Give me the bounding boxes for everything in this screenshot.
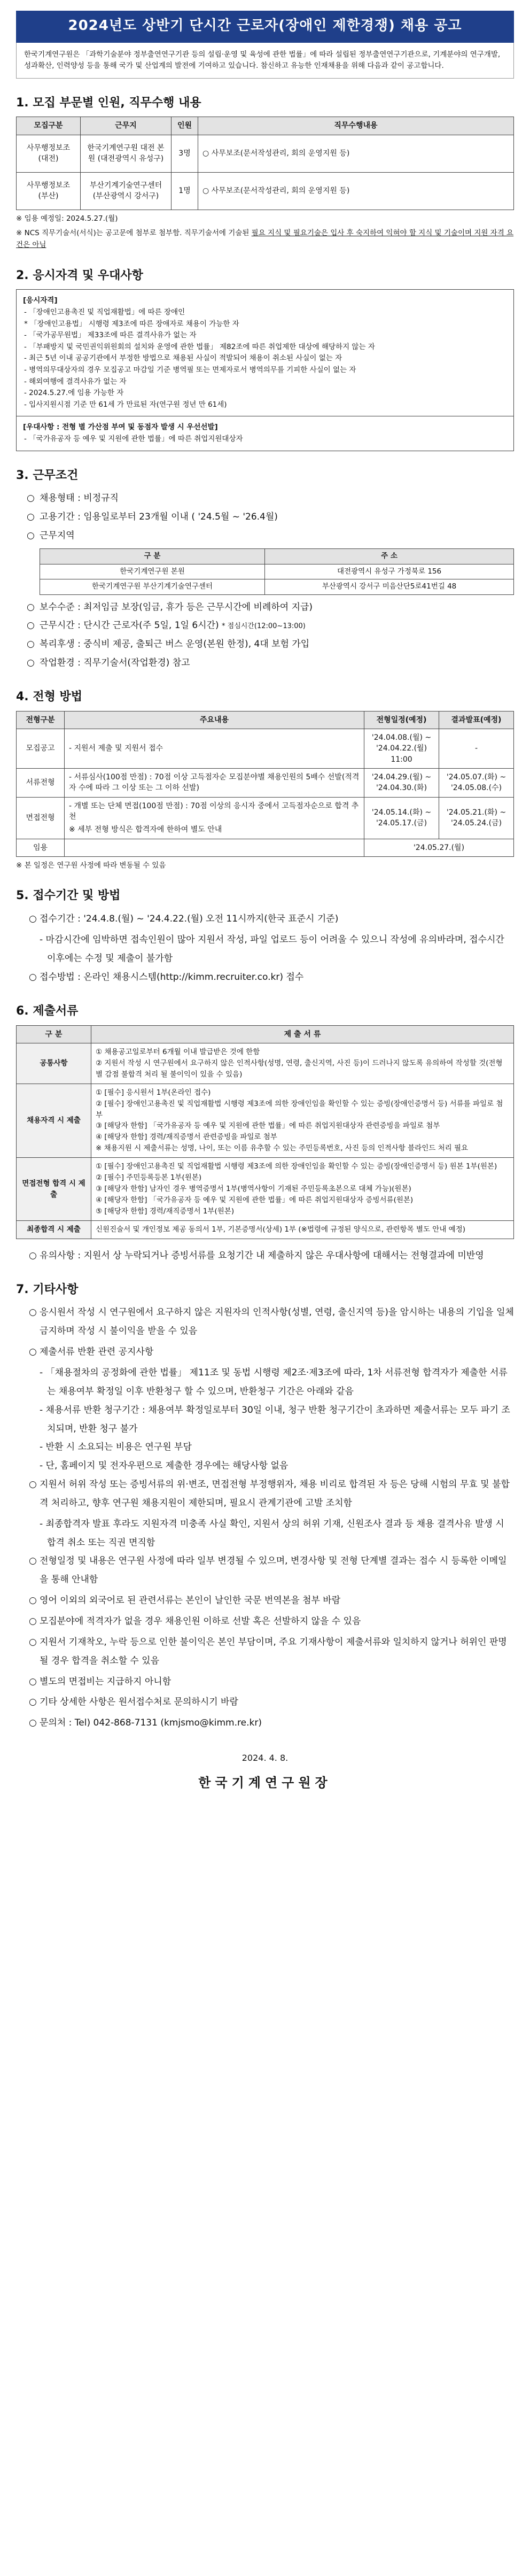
cell-result: '24.05.21.(화) ~ '24.05.24.(금) [439,797,514,839]
ncs-note [16,228,514,251]
qualification-item: - 입사지원시점 기준 만 61세 가 만료된 자(연구원 정년 만 61세) [24,400,227,409]
cell-count: 3명 [172,135,198,172]
document-list [91,1084,514,1158]
document-list [91,1158,514,1221]
documents-table [16,1025,514,1239]
other-item: ○ 모집분야에 적격자가 없을 경우 채용인원 이하로 선발 혹은 선발하지 않을 수 있음 [29,1615,361,1627]
cell: 부산광역시 강서구 미음산단5로41번길 48 [265,579,514,595]
col-header: 인원 [172,117,198,135]
section-1-title: 1. 모집 부문별 인원, 직무수행 내용 [16,96,201,110]
cell-count: 1명 [172,172,198,210]
table-row [17,1043,514,1084]
other-subitem: - 최종합격자 발표 후라도 지원자격 미충족 사실 확인, 지원서 상의 허위 기재, 신원조사 결과 등 채용 결격사유 발생 시 합격 취소 또는 직권 면직함 [40,1518,504,1548]
other-subitem: - 단, 홈페이지 및 전자우편으로 제출한 경우에는 해당사항 없음 [40,1460,289,1472]
qualification-item: - 병역의무대상자의 경우 모집공고 마감일 기준 병역필 또는 면제자로서 병역의무를 기피한 사실이 없는 자 [24,365,356,374]
col-header: 주요내용 [65,711,364,729]
cell-duty: ○ 사무보조(문서작성관리, 회의 운영지원 등) [198,135,514,172]
cell-category: 사무행정보조 (대전) [17,135,81,172]
other-item: ○ 제출서류 반환 관련 공지사항 [29,1347,154,1358]
cell-date: '24.05.27.(월) [364,839,514,856]
qualification-item: - 「국가공무원법」 제33조에 따른 결격사유가 없는 자 [24,331,197,340]
other-subitem: - 채용서류 반환 청구기간 : 채용여부 확정일로부터 30일 이내, 청구 반환 청구기간이 초과하면 제출서류는 모두 파기 조치되며, 반환 청구 불가 [40,1404,510,1434]
document-item: ② [필수] 주민등록등본 1부(원본) [96,1173,202,1182]
document-list [91,1220,514,1239]
document-item: ④ [해당자 한함] 「국가유공자 등 예우 및 지원에 관한 법률」에 따른 취업지원대상자 증빙서류(원본) [96,1195,414,1204]
recruitment-table [16,117,514,210]
col-header: 구 분 [40,548,265,564]
cell-stage: 임용 [17,839,65,856]
cell-date: '24.04.08.(월) ~ '24.04.22.(월) 11:00 [364,729,439,769]
work-location-table [40,548,514,595]
qualification-list [23,307,507,411]
qualification-item: - 해외여행에 결격사유가 없는 자 [24,377,127,386]
cell-stage: 서류전형 [17,769,65,798]
condition-label: 고용기간 [40,512,75,523]
condition-label: 근무지역 [40,530,75,541]
condition-value: 비정규직 [83,493,119,504]
condition-value: 단시간 근로자(주 5일, 1일 6시간) [83,620,219,631]
schedule-note: ※ 본 일정은 연구원 사정에 따라 변동될 수 있음 [16,861,166,870]
document-item: ① [필수] 응시원서 1부(온라인 접수) [96,1088,211,1097]
other-item: ○ 별도의 면접비는 지급하지 아니함 [29,1676,172,1687]
section-7-title: 7. 기타사항 [16,1282,79,1296]
cell-content [65,797,364,839]
section-5-title: 5. 접수기간 및 방법 [16,889,121,903]
other-subitem: - 반환 시 소요되는 비용은 연구원 부담 [40,1442,192,1453]
condition-item: ○ 복리후생 : 중식비 제공, 출퇴근 버스 운영(본원 한정), 4대 보험 가입 [27,639,310,650]
ncs-note-underlined: 필요 지식 및 필요기술은 입사 후 숙지하여 익혀야 할 지식 및 기술이며 지원 자격 요건은 아님 [16,229,514,249]
other-item: ○ 전형일정 및 내용은 연구원 사정에 따라 일부 변경될 수 있으며, 변경사항 및 전형 단계별 결과는 접수 시 등록한 이메일을 통해 안내함 [29,1556,507,1585]
section-3-title: 3. 근무조건 [16,468,79,482]
notice-date: 2024. 4. 8. [241,1753,289,1763]
cell-location: 한국기계연구원 대전 본원 (대전광역시 유성구) [81,135,172,172]
document-category: 채용자격 시 제출 [17,1084,91,1158]
cell-stage: 면접전형 [17,797,65,839]
cell-content: - 지원서 제출 및 지원서 접수 [65,729,364,769]
cell: 대전광역시 유성구 가정북로 156 [265,564,514,579]
preference-list [23,434,507,445]
other-item: ○ 지원서 허위 작성 또는 증빙서류의 위·변조, 면접전형 부정행위자, 채용 비리로 합격된 자 등은 당해 시험의 무효 및 불합격 처리하고, 향후 연구원 채용지원이 제한되며, 필요시 관계기관에 고발 조치함 [29,1479,510,1509]
cell-result: - [439,729,514,769]
condition-value: 임용일로부터 23개월 이내 ( '24.5월 ~ '26.4월) [83,512,278,523]
condition-item: ○ 채용형태 : 비정규직 [27,493,119,504]
document-item: ※ 채용지원 시 제출서류는 성명, 나이, 또는 이름 유추할 수 있는 주민등록번호, 사진 등의 인적사항 블라인드 처리 필요 [96,1144,469,1153]
cell-date: '24.04.29.(월) ~ '24.04.30.(화) [364,769,439,798]
col-header: 모집구분 [17,117,81,135]
document-item: ③ [해당자 한함] 「국가유공자 등 예우 및 지원에 관한 법률」에 따른 취업지원대상자 관련증빙을 파일로 첨부 [96,1121,440,1131]
qualification-box [16,289,514,416]
qualification-item: - 「부패방지 및 국민권익위원회의 설치와 운영에 관한 법률」 제82조에 따른 취업제한 대상에 해당하지 않는 자 [24,342,375,351]
condition-value: 직무기술서(작업환경) 참고 [83,657,190,669]
cell-location: 부산기계기술연구센터 (부산광역시 강서구) [81,172,172,210]
table-row [17,172,514,210]
condition-label: 채용형태 [40,493,75,504]
document-item: 신원진술서 및 개인정보 제공 동의서 1부, 기본증명서(상세) 1부 (※법령에 규정된 양식으로, 관련항목 별도 안내 예정) [96,1225,466,1234]
other-items-list [16,1303,514,1732]
table-row [17,769,514,798]
application-method: ○ 접수방법 : 온라인 채용시스템(http://kimm.recruiter.co.kr) 접수 [29,971,304,983]
col-header: 결과발표(예정) [439,711,514,729]
condition-item: ○ 보수수준 : 최저임금 보장(임금, 휴가 등은 근무시간에 비례하여 지급) [27,601,313,613]
cell-result: '24.05.07.(화) ~ '24.05.08.(수) [439,769,514,798]
qualification-title: [응시자격] [23,296,58,305]
other-subitem: - 「채용절차의 공정화에 관한 법률」 제11조 및 동법 시행령 제2조·제3조에 따라, 1차 서류전형 합격자가 제출한 서류는 채용여부 확정일 이후 반환청구 할 수 있으며, 반환청구 기간은 아래와 같음 [40,1367,508,1397]
document-category: 최종합격 시 제출 [17,1220,91,1239]
col-header: 전형구분 [17,711,65,729]
application-method-text: 접수방법 : 온라인 채용시스템(http://kimm.recruiter.co.kr) 접수 [40,971,304,983]
condition-value: 최저임금 보장(임금, 휴가 등은 근무시간에 비례하여 지급) [83,601,313,613]
preference-item: - 「국가유공자 등 예우 및 지원에 관한 법률」에 따른 취업지원대상자 [24,434,243,443]
cell-duty: ○ 사무보조(문서작성관리, 회의 운영지원 등) [198,172,514,210]
cell-content-note: ※ 세부 전형 방식은 합격자에 한하여 별도 안내 [69,825,222,834]
document-category: 공통사항 [17,1043,91,1084]
document-item: ② 지원서 작성 시 연구원에서 요구하지 않은 인적사항(성명, 연령, 출신지역, 사진 등)이 드러나지 않도록 유의하여 작성할 것(전형별 감점 불합격 처리 될 불이익이 있을 수 있음) [96,1058,503,1079]
condition-item: ○ 근무지역 [27,530,75,541]
col-header: 직무수행내용 [198,117,514,135]
cell-stage: 모집공고 [17,729,65,769]
ncs-note-text: ※ NCS 직무기술서(서식)는 공고문에 첨부로 첨부함. 직무기술서에 기술된 [16,229,252,238]
preference-box [16,416,514,451]
qualification-item: - 최근 5년 이내 공공기관에서 부정한 방법으로 채용된 사실이 적발되어 채용이 취소된 사실이 없는 자 [24,354,342,363]
notice-title: 2024년도 상반기 단시간 근로자(장애인 제한경쟁) 채용 공고 [16,11,514,43]
cell-content [65,839,364,856]
section-2-title: 2. 응시자격 및 우대사항 [16,268,143,282]
other-item: ○ 지원서 기재착오, 누락 등으로 인한 불이익은 본인 부담이며, 주요 기재사항이 제출서류와 일치하지 않거나 허위인 판명될 경우 합격을 취소할 수 있음 [29,1636,507,1666]
documents-note: ○ 유의사항 : 지원서 상 누락되거나 증빙서류를 요청기간 내 제출하지 않은 우대사항에 대해서는 전형결과에 미반영 [29,1250,484,1261]
qualification-item: * 「장애인고용법」 시행령 제3조에 따른 장애자로 채용이 가능한 자 [24,319,239,328]
document-item: ④ [해당자 한함] 경력/재직증명서 관련증빙을 파일로 첨부 [96,1133,277,1142]
section-4-title: 4. 전형 방법 [16,690,82,703]
condition-item: ○ 작업환경 : 직무기술서(작업환경) 참고 [27,657,190,669]
application-period: ○ 접수기간 : '24.4.8.(월) ~ '24.4.22.(월) 오전 11시까지(한국 표준시 기준) [29,914,339,925]
cell-content: - 서류심사(100점 만점) : 70점 이상 고득점자순 모집분야별 채용인원의 5배수 선발(적격자 수에 따라 그 이상 또는 그 이하 선발) [65,769,364,798]
condition-item: ○ 근무시간 : 단시간 근로자(주 5일, 1일 6시간) * 점심시간(12:00~13:00) [27,620,306,631]
application-period-detail: - 마감시간에 임박하면 접속인원이 많아 지원서 작성, 파일 업로드 등이 어려울 수 있으니 작성에 유의바라며, 접수시간 이후에는 수정 및 제출이 불가함 [40,934,504,964]
condition-label: 작업환경 [40,657,75,669]
qualification-item: - 「장애인고용촉진 및 직업재활법」에 따른 장애인 [24,307,185,316]
col-header: 근무지 [81,117,172,135]
other-item: ○ 기타 상세한 사항은 원서접수처로 문의하시기 바람 [29,1697,238,1708]
condition-label: 근무시간 [40,620,75,631]
cell-date: '24.05.14.(화) ~ '24.05.17.(금) [364,797,439,839]
table-row [40,564,514,579]
other-item: ○ 문의처 : Tel) 042-868-7131 (kmjsmo@kimm.re.kr) [29,1718,262,1729]
issuer-name: 한국기계연구원장 [198,1775,332,1791]
condition-label: 보수수준 [40,601,75,613]
table-row [17,135,514,172]
condition-value: 중식비 제공, 출퇴근 버스 운영(본원 한정), 4대 보험 가입 [83,639,310,650]
other-item: ○ 영어 이외의 외국어로 된 관련서류는 본인이 날인한 국문 번역본을 첨부 바람 [29,1595,341,1606]
col-header: 주 소 [265,548,514,564]
cell: 한국기계연구원 본원 [40,564,265,579]
table-row [17,797,514,839]
table-row [17,1158,514,1221]
document-item: ② [필수] 장애인고용촉진 및 직업재활법 시행령 제3조에 의한 장애인임을 확인할 수 있는 증빙(장애인증명서 등) 서류를 파일로 첨부 [96,1099,503,1119]
cell-content-main: - 개별 또는 단체 면접(100점 만점) : 70점 이상의 응시자 중에서 고득점자순으로 합격 추천 [69,801,359,821]
intro-text: 한국기계연구원은 「과학기술분야 정부출연연구기관 등의 설립·운영 및 육성에 관한 법률」에 따라 설립된 정부출연연구기관으로, 기계분야의 연구개발, 성과확산, 인력양성 등을 통해 국가 및 산업계의 발전에 기여하고 있습니다. 참신하고 유능한 인재채용을 위해 다음과 같이 공고합니다. [16,43,514,79]
section-6-title: 6. 제출서류 [16,1004,79,1018]
col-header: 구 분 [17,1025,91,1043]
condition-extra: * 점심시간(12:00~13:00) [222,622,306,631]
col-header: 전형일정(예정) [364,711,439,729]
preference-title: [우대사항 : 전형 별 가산점 부여 및 동점자 발생 시 우선선발] [23,423,218,432]
table-row [17,839,514,856]
table-row [40,579,514,595]
selection-table [16,711,514,857]
table-row [17,1084,514,1158]
table-row [17,729,514,769]
document-item: ① [필수] 장애인고용촉진 및 직업재활법 시행령 제3조에 의한 장애인임을 확인할 수 있는 증빙(장애인증명서 등) 원본 1부(원본) [96,1162,497,1171]
table-row [17,1220,514,1239]
cell: 한국기계연구원 부산기계기술연구센터 [40,579,265,595]
application-period-text: 접수기간 : '24.4.8.(월) ~ '24.4.22.(월) 오전 11시까지(한국 표준시 기준) [40,914,339,925]
qualification-item: - 2024.5.27.에 임용 가능한 자 [24,389,124,398]
document-item: ① 채용공고일로부터 6개월 이내 발급받은 것에 한함 [96,1047,260,1056]
condition-label: 복리후생 [40,639,75,650]
condition-item: ○ 고용기간 : 임용일로부터 23개월 이내 ( '24.5월 ~ '26.4월) [27,512,278,523]
start-date-note: ※ 임용 예정일: 2024.5.27.(월) [16,214,118,223]
document-item: ⑤ [해당자 한함] 경력/재직증명서 1부(원본) [96,1206,235,1216]
cell-category: 사무행정보조 (부산) [17,172,81,210]
col-header: 제 출 서 류 [91,1025,514,1043]
document-item: ③ [해당자 한함] 남자인 경우 병역증명서 1부(병역사항이 기재된 주민등록초본으로 대체 가능)(원본) [96,1185,411,1194]
document-category: 면접전형 합격 시 제출 [17,1158,91,1221]
document-list [91,1043,514,1084]
other-item: ○ 응시원서 작성 시 연구원에서 요구하지 않은 지원자의 인적사항(성별, 연령, 출신지역 등)을 암시하는 내용의 기입을 일체 금지하며 작성 시 불이익을 받을 수 있음 [29,1307,514,1337]
